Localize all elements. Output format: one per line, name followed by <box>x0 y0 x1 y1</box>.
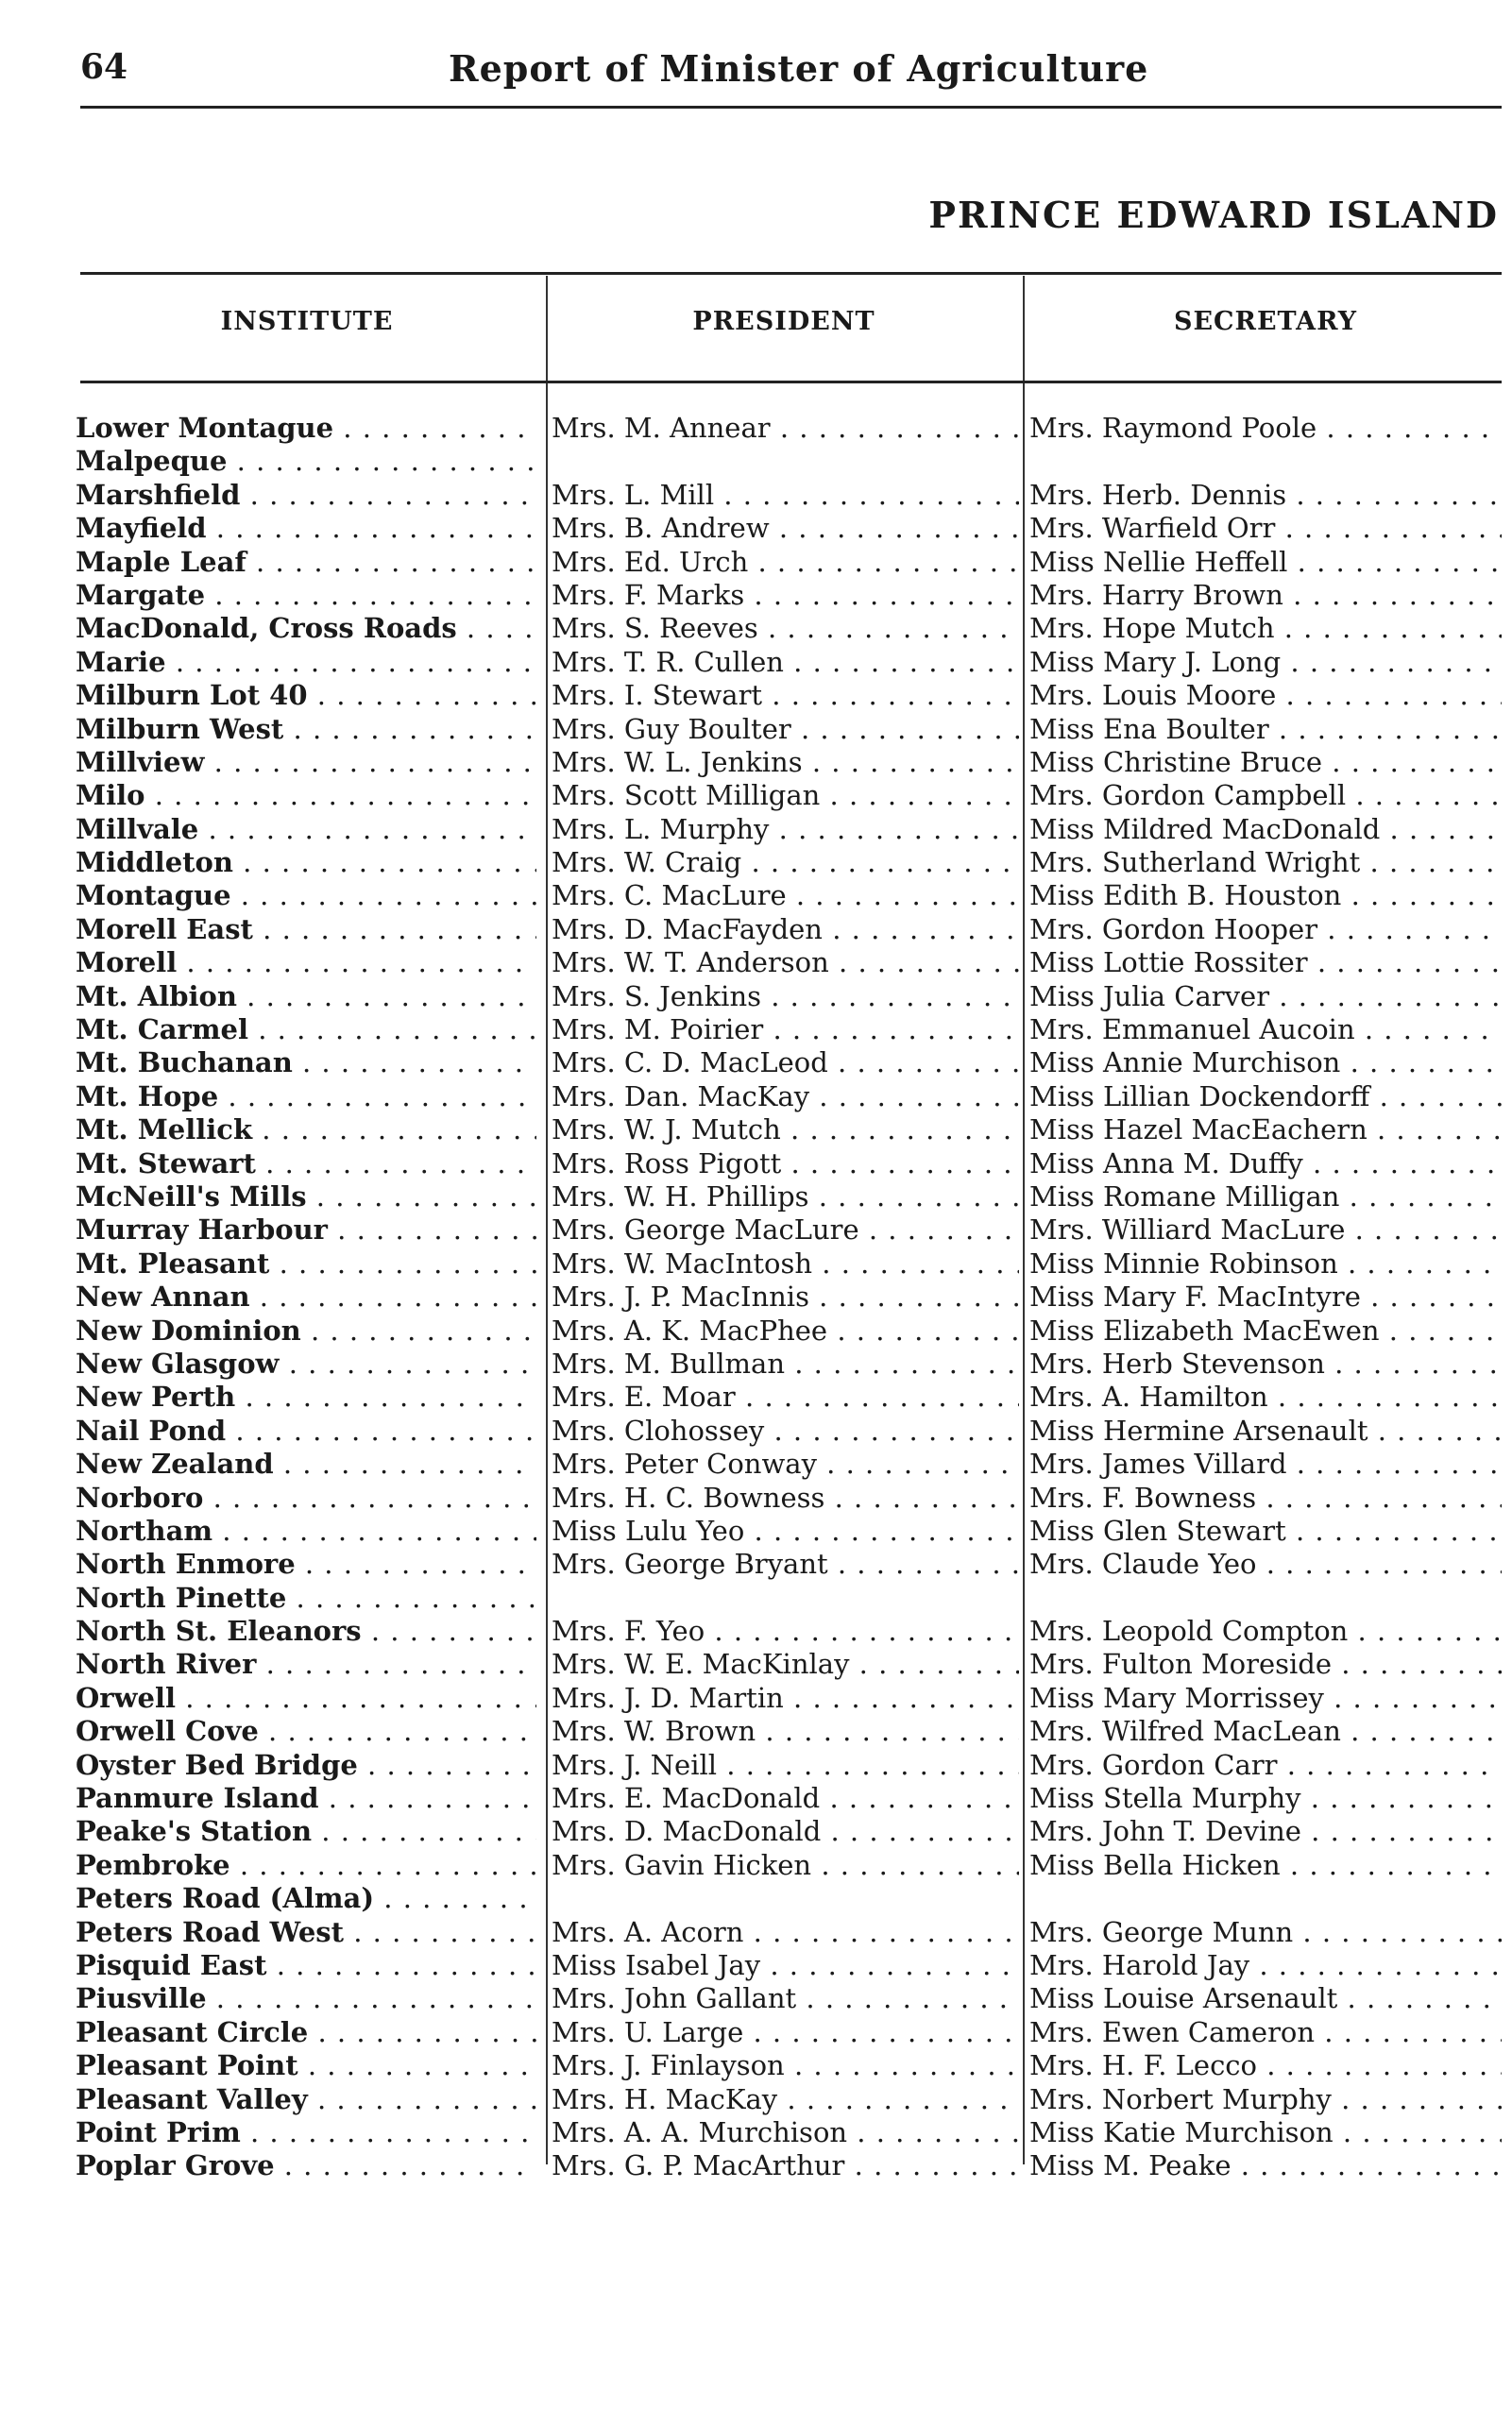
secretary-cell: Miss Julia Carver . . . <box>1029 980 1502 1013</box>
secretary-cell: Mrs. Norbert Murphy . . . <box>1029 2083 1502 2116</box>
president-cell: Mrs. S. Reeves . . . <box>552 612 1019 645</box>
secretary-cell: Mrs. Ewen Cameron . . . <box>1029 2016 1502 2049</box>
table-row <box>76 1482 1506 1515</box>
table-row <box>76 1715 1506 1748</box>
table-row <box>76 946 1506 979</box>
president-cell: Mrs. J. Finlayson . . . <box>552 2049 1019 2082</box>
president-cell: Mrs. W. Craig . . . <box>552 846 1019 879</box>
institute-cell: Mt. Stewart . . . <box>76 1147 536 1180</box>
table-row <box>76 1013 1506 1046</box>
table-row <box>76 1849 1506 1882</box>
secretary-cell <box>1029 1882 1502 1915</box>
secretary-cell: Miss Mary Morrissey . . . <box>1029 1682 1502 1715</box>
table-row <box>76 612 1506 645</box>
secretary-cell: Miss Minnie Robinson . . . <box>1029 1247 1502 1281</box>
president-cell: Mrs. H. MacKay . . . <box>552 2083 1019 2116</box>
institute-cell: Peters Road (Alma) . . . <box>76 1882 536 1915</box>
table-row <box>76 713 1506 746</box>
president-cell: Mrs. A. Acorn . . . <box>552 1916 1019 1949</box>
table-row <box>76 512 1506 545</box>
institute-cell: Poplar Grove . . . <box>76 2149 536 2182</box>
institute-cell: Orwell Cove . . . <box>76 1715 536 1748</box>
president-cell: Mrs. George MacLure . . . <box>552 1213 1019 1247</box>
secretary-cell: Miss Edith B. Houston . . . <box>1029 879 1502 912</box>
secretary-cell: Miss Louise Arsenault . . . <box>1029 1982 1502 2015</box>
president-cell: Mrs. A. K. MacPhee . . . <box>552 1315 1019 1348</box>
president-cell: Mrs. Guy Boulter . . . <box>552 713 1019 746</box>
institute-cell: Mt. Buchanan . . . <box>76 1046 536 1079</box>
table-row <box>76 1648 1506 1681</box>
section-title: PRINCE EDWARD ISLAND <box>928 194 1499 236</box>
institute-cell: Montague . . . <box>76 879 536 912</box>
president-cell: Mrs. G. P. MacArthur . . . <box>552 2149 1019 2182</box>
president-cell: Mrs. J. P. MacInnis . . . <box>552 1281 1019 1314</box>
secretary-cell: Mrs. Louis Moore . . . <box>1029 679 1502 712</box>
president-cell: Mrs. W. MacIntosh . . . <box>552 1247 1019 1281</box>
institute-cell: Mayfield . . . <box>76 512 536 545</box>
secretary-cell: Miss Stella Murphy . . . <box>1029 1782 1502 1815</box>
secretary-cell <box>1029 445 1502 478</box>
secretary-cell: Mrs. F. Bowness . . . <box>1029 1482 1502 1515</box>
president-cell: Mrs. E. MacDonald . . . <box>552 1782 1019 1815</box>
institute-cell: Mt. Carmel . . . <box>76 1013 536 1046</box>
table-row <box>76 579 1506 612</box>
table-row <box>76 479 1506 512</box>
secretary-cell: Mrs. Hope Mutch . . . <box>1029 612 1502 645</box>
institute-cell: New Perth . . . <box>76 1381 536 1414</box>
table-row <box>76 779 1506 812</box>
institute-cell: Maple Leaf . . . <box>76 546 536 579</box>
page-number: 64 <box>80 47 128 87</box>
column-header-institute: INSTITUTE <box>220 307 394 336</box>
table-row <box>76 546 1506 579</box>
table-row <box>76 813 1506 846</box>
president-cell: Mrs. W. L. Jenkins . . . <box>552 746 1019 779</box>
secretary-cell: Miss Hermine Arsenault . . . <box>1029 1415 1502 1448</box>
institute-cell: Middleton . . . <box>76 846 536 879</box>
institute-cell: Orwell . . . <box>76 1682 536 1715</box>
table-row <box>76 1281 1506 1314</box>
secretary-cell: Mrs. Warfield Orr . . . <box>1029 512 1502 545</box>
secretary-cell: Mrs. Raymond Poole . . . <box>1029 412 1502 445</box>
secretary-cell: Mrs. Emmanuel Aucoin . . . <box>1029 1013 1502 1046</box>
institute-cell: Millview . . . <box>76 746 536 779</box>
president-cell: Mrs. B. Andrew . . . <box>552 512 1019 545</box>
secretary-cell: Miss Glen Stewart . . . <box>1029 1515 1502 1548</box>
institute-cell: Mt. Albion . . . <box>76 980 536 1013</box>
institute-cell: Milburn West . . . <box>76 713 536 746</box>
institute-cell: Northam . . . <box>76 1515 536 1548</box>
table-row <box>76 1348 1506 1381</box>
institute-cell: New Zealand . . . <box>76 1448 536 1481</box>
president-cell: Mrs. Peter Conway . . . <box>552 1448 1019 1481</box>
president-cell: Mrs. C. MacLure . . . <box>552 879 1019 912</box>
institute-table-body <box>76 412 1506 2183</box>
president-cell: Mrs. L. Murphy . . . <box>552 813 1019 846</box>
table-row <box>76 1381 1506 1414</box>
table-row <box>76 1448 1506 1481</box>
institute-cell: Point Prim . . . <box>76 2116 536 2149</box>
president-cell: Mrs. U. Large . . . <box>552 2016 1019 2049</box>
president-cell: Mrs. T. R. Cullen . . . <box>552 646 1019 679</box>
president-cell: Mrs. Ed. Urch . . . <box>552 546 1019 579</box>
institute-cell: New Dominion . . . <box>76 1315 536 1348</box>
table-row <box>76 1147 1506 1180</box>
president-cell: Mrs. I. Stewart . . . <box>552 679 1019 712</box>
president-cell: Mrs. W. Brown . . . <box>552 1715 1019 1748</box>
secretary-cell: Mrs. Sutherland Wright . . . <box>1029 846 1502 879</box>
table-row <box>76 1046 1506 1079</box>
secretary-cell: Mrs. George Munn . . . <box>1029 1916 1502 1949</box>
president-cell: Miss Isabel Jay . . . <box>552 1949 1019 1982</box>
secretary-cell: Miss Anna M. Duffy . . . <box>1029 1147 1502 1180</box>
institute-cell: McNeill's Mills . . . <box>76 1180 536 1213</box>
table-row <box>76 879 1506 912</box>
secretary-cell: Mrs. Leopold Compton . . . <box>1029 1615 1502 1648</box>
secretary-cell: Miss Bella Hicken . . . <box>1029 1849 1502 1882</box>
president-cell: Mrs. John Gallant . . . <box>552 1982 1019 2015</box>
table-header-rule <box>80 381 1502 383</box>
institute-cell: Panmure Island . . . <box>76 1782 536 1815</box>
president-cell: Mrs. M. Annear . . . <box>552 412 1019 445</box>
president-cell: Mrs. W. E. MacKinlay . . . <box>552 1648 1019 1681</box>
president-cell: Mrs. D. MacFayden . . . <box>552 913 1019 946</box>
president-cell: Mrs. George Bryant . . . <box>552 1548 1019 1581</box>
table-row <box>76 1682 1506 1715</box>
president-cell: Mrs. A. A. Murchison . . . <box>552 2116 1019 2149</box>
president-cell: Mrs. W. H. Phillips . . . <box>552 1180 1019 1213</box>
secretary-cell: Miss Hazel MacEachern . . . <box>1029 1113 1502 1146</box>
table-row <box>76 1982 1506 2015</box>
table-row <box>76 1213 1506 1247</box>
institute-cell: Milo . . . <box>76 779 536 812</box>
institute-cell: Pisquid East . . . <box>76 1949 536 1982</box>
president-cell: Miss Lulu Yeo . . . <box>552 1515 1019 1548</box>
institute-cell: Mt. Hope . . . <box>76 1080 536 1113</box>
institute-cell: Pleasant Circle . . . <box>76 2016 536 2049</box>
institute-cell: Malpeque . . . <box>76 445 536 478</box>
secretary-cell: Mrs. Williard MacLure . . . <box>1029 1213 1502 1247</box>
secretary-cell: Miss Romane Milligan . . . <box>1029 1180 1502 1213</box>
institute-cell: Pleasant Point . . . <box>76 2049 536 2082</box>
secretary-cell: Mrs. Harold Jay . . . <box>1029 1949 1502 1982</box>
institute-cell: New Glasgow . . . <box>76 1348 536 1381</box>
institute-cell: North Enmore . . . <box>76 1548 536 1581</box>
secretary-cell: Mrs. Harry Brown . . . <box>1029 579 1502 612</box>
president-cell: Mrs. Gavin Hicken . . . <box>552 1849 1019 1882</box>
president-cell: Mrs. F. Yeo . . . <box>552 1615 1019 1648</box>
institute-cell: Norboro . . . <box>76 1482 536 1515</box>
institute-cell: Mt. Mellick . . . <box>76 1113 536 1146</box>
column-header-president: PRESIDENT <box>692 307 875 336</box>
secretary-cell: Miss Annie Murchison . . . <box>1029 1046 1502 1079</box>
president-cell: Mrs. J. Neill . . . <box>552 1749 1019 1782</box>
table-row <box>76 1180 1506 1213</box>
institute-cell: North Pinette . . . <box>76 1582 536 1615</box>
table-row <box>76 1247 1506 1281</box>
secretary-cell: Miss Ena Boulter . . . <box>1029 713 1502 746</box>
secretary-cell: Miss M. Peake . . . <box>1029 2149 1502 2182</box>
secretary-cell: Miss Lottie Rossiter . . . <box>1029 946 1502 979</box>
institute-cell: Marshfield . . . <box>76 479 536 512</box>
secretary-cell: Mrs. Gordon Carr . . . <box>1029 1749 1502 1782</box>
secretary-cell: Mrs. Herb. Dennis . . . <box>1029 479 1502 512</box>
president-cell <box>552 1882 1019 1915</box>
table-top-rule <box>80 272 1502 275</box>
president-cell: Mrs. Ross Pigott . . . <box>552 1147 1019 1180</box>
president-cell: Mrs. F. Marks . . . <box>552 579 1019 612</box>
secretary-cell: Miss Mildred MacDonald . . . <box>1029 813 1502 846</box>
table-row <box>76 1949 1506 1982</box>
institute-cell: Morell . . . <box>76 946 536 979</box>
table-row <box>76 1582 1506 1615</box>
table-row <box>76 913 1506 946</box>
institute-cell: Piusville . . . <box>76 1982 536 2015</box>
table-row <box>76 2016 1506 2049</box>
secretary-cell: Mrs. James Villard . . . <box>1029 1448 1502 1481</box>
table-row <box>76 2149 1506 2182</box>
secretary-cell: Mrs. H. F. Lecco . . . <box>1029 2049 1502 2082</box>
institute-cell: Peters Road West . . . <box>76 1916 536 1949</box>
president-cell: Mrs. D. MacDonald . . . <box>552 1815 1019 1848</box>
institute-cell: Milburn Lot 40 . . . <box>76 679 536 712</box>
secretary-cell: Mrs. A. Hamilton . . . <box>1029 1381 1502 1414</box>
secretary-cell: Miss Katie Murchison . . . <box>1029 2116 1502 2149</box>
table-row <box>76 2049 1506 2082</box>
table-row <box>76 1749 1506 1782</box>
institute-cell: Pembroke . . . <box>76 1849 536 1882</box>
table-row <box>76 746 1506 779</box>
table-row <box>76 1515 1506 1548</box>
table-row <box>76 412 1506 445</box>
header-rule <box>80 106 1502 109</box>
secretary-cell: Miss Elizabeth MacEwen . . . <box>1029 1315 1502 1348</box>
secretary-cell: Mrs. Claude Yeo . . . <box>1029 1548 1502 1581</box>
table-row <box>76 1615 1506 1648</box>
table-row <box>76 846 1506 879</box>
table-row <box>76 646 1506 679</box>
secretary-cell: Miss Mary J. Long . . . <box>1029 646 1502 679</box>
secretary-cell: Miss Nellie Heffell . . . <box>1029 546 1502 579</box>
president-cell: Mrs. S. Jenkins . . . <box>552 980 1019 1013</box>
secretary-cell: Mrs. Gordon Campbell . . . <box>1029 779 1502 812</box>
table-row <box>76 980 1506 1013</box>
institute-cell: MacDonald, Cross Roads . . . <box>76 612 536 645</box>
table-row <box>76 2116 1506 2149</box>
secretary-cell <box>1029 1582 1502 1615</box>
president-cell: Mrs. M. Bullman . . . <box>552 1348 1019 1381</box>
table-row <box>76 1548 1506 1581</box>
institute-cell: North St. Eleanors . . . <box>76 1615 536 1648</box>
column-header-secretary: SECRETARY <box>1173 307 1358 336</box>
president-cell: Mrs. J. D. Martin . . . <box>552 1682 1019 1715</box>
institute-cell: Murray Harbour . . . <box>76 1213 536 1247</box>
institute-cell: Oyster Bed Bridge . . . <box>76 1749 536 1782</box>
president-cell: Mrs. Dan. MacKay . . . <box>552 1080 1019 1113</box>
table-row <box>76 1315 1506 1348</box>
president-cell: Mrs. Clohossey . . . <box>552 1415 1019 1448</box>
president-cell: Mrs. L. Mill . . . <box>552 479 1019 512</box>
running-title: Report of Minister of Agriculture <box>449 47 1149 90</box>
institute-cell: Mt. Pleasant . . . <box>76 1247 536 1281</box>
table-row <box>76 1782 1506 1815</box>
president-cell: Mrs. Scott Milligan . . . <box>552 779 1019 812</box>
table-row <box>76 1815 1506 1848</box>
president-cell <box>552 445 1019 478</box>
secretary-cell: Mrs. Gordon Hooper . . . <box>1029 913 1502 946</box>
president-cell: Mrs. E. Moar . . . <box>552 1381 1019 1414</box>
president-cell <box>552 1582 1019 1615</box>
secretary-cell: Mrs. John T. Devine . . . <box>1029 1815 1502 1848</box>
institute-cell: Lower Montague . . . <box>76 412 536 445</box>
institute-cell: Nail Pond . . . <box>76 1415 536 1448</box>
president-cell: Mrs. W. J. Mutch . . . <box>552 1113 1019 1146</box>
table-row <box>76 2083 1506 2116</box>
institute-cell: New Annan . . . <box>76 1281 536 1314</box>
secretary-cell: Mrs. Wilfred MacLean . . . <box>1029 1715 1502 1748</box>
secretary-cell: Mrs. Herb Stevenson . . . <box>1029 1348 1502 1381</box>
institute-cell: Margate . . . <box>76 579 536 612</box>
institute-cell: Morell East . . . <box>76 913 536 946</box>
secretary-cell: Miss Lillian Dockendorff . . . <box>1029 1080 1502 1113</box>
president-cell: Mrs. C. D. MacLeod . . . <box>552 1046 1019 1079</box>
table-row <box>76 445 1506 478</box>
table-row <box>76 1415 1506 1448</box>
president-cell: Mrs. H. C. Bowness . . . <box>552 1482 1019 1515</box>
secretary-cell: Miss Mary F. MacIntyre . . . <box>1029 1281 1502 1314</box>
table-row <box>76 1882 1506 1915</box>
table-row <box>76 1916 1506 1949</box>
table-row <box>76 1080 1506 1113</box>
institute-cell: North River . . . <box>76 1648 536 1681</box>
institute-cell: Pleasant Valley . . . <box>76 2083 536 2116</box>
page-header <box>80 40 1497 96</box>
institute-cell: Marie . . . <box>76 646 536 679</box>
institute-cell: Peake's Station . . . <box>76 1815 536 1848</box>
president-cell: Mrs. W. T. Anderson . . . <box>552 946 1019 979</box>
secretary-cell: Miss Christine Bruce . . . <box>1029 746 1502 779</box>
secretary-cell: Mrs. Fulton Moreside . . . <box>1029 1648 1502 1681</box>
president-cell: Mrs. M. Poirier . . . <box>552 1013 1019 1046</box>
table-row <box>76 679 1506 712</box>
table-row <box>76 1113 1506 1146</box>
institute-cell: Millvale . . . <box>76 813 536 846</box>
